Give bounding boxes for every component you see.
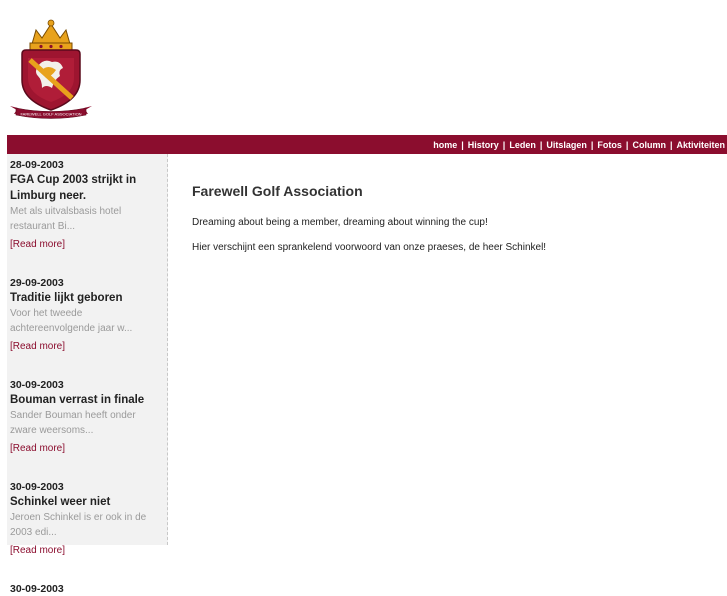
news-title[interactable]: Bouman verrast in finale <box>10 394 145 406</box>
intro-paragraph: Dreaming about being a member, dreaming about winning the cup! <box>192 217 488 228</box>
main-content <box>192 183 712 266</box>
news-sidebar <box>7 154 168 595</box>
nav-separator: | <box>625 139 629 150</box>
news-excerpt: Jeroen Schinkel is er ook in de 2003 edi... <box>10 512 147 538</box>
read-more-link[interactable]: [Read more] <box>10 443 66 454</box>
crown-icon <box>30 20 72 50</box>
nav-link-uitslagen[interactable]: Uitslagen <box>546 139 587 150</box>
news-item <box>10 378 164 456</box>
svg-text:FAREWELL GOLF ASSOCIATION: FAREWELL GOLF ASSOCIATION <box>20 111 82 117</box>
nav-separator: | <box>539 139 543 150</box>
nav-separator: | <box>461 139 464 150</box>
main-nav <box>7 135 727 154</box>
news-excerpt: Sander Bouman heeft onder zware weersoms... <box>10 410 136 436</box>
read-more-link[interactable]: [Read more] <box>10 239 66 250</box>
news-item <box>10 582 164 596</box>
news-date: 28-09-2003 <box>10 159 64 171</box>
news-date: 30-09-2003 <box>10 481 64 493</box>
nav-separator: | <box>502 139 506 150</box>
nav-link-history[interactable]: History <box>467 139 499 150</box>
news-title[interactable]: Schinkel weer niet <box>10 496 111 508</box>
news-date: 29-09-2003 <box>10 277 64 289</box>
nav-link-home[interactable]: home <box>433 139 458 150</box>
nav-link-leden[interactable]: Leden <box>509 139 536 150</box>
news-date: 30-09-2003 <box>10 583 64 595</box>
news-item <box>10 158 164 252</box>
news-excerpt: Voor het tweede achtereenvolgende jaar w... <box>10 308 133 334</box>
header <box>0 0 727 135</box>
page-title: Farewell Golf Association <box>192 183 363 199</box>
fga-crest-logo[interactable] <box>8 18 94 122</box>
shield-icon <box>22 50 80 110</box>
nav-link-aktiviteiten[interactable]: Aktiviteiten <box>676 139 725 150</box>
read-more-link[interactable]: [Read more] <box>10 545 66 556</box>
nav-link-fotos[interactable]: Fotos <box>597 139 622 150</box>
nav-link-column[interactable]: Column <box>632 139 666 150</box>
read-more-link[interactable]: [Read more] <box>10 341 66 352</box>
news-item <box>10 480 164 558</box>
nav-separator: | <box>590 139 594 150</box>
news-date: 30-09-2003 <box>10 379 64 391</box>
news-item <box>10 276 164 354</box>
news-title[interactable]: FGA Cup 2003 strijkt in Limburg neer. <box>10 174 137 202</box>
welcome-paragraph: Hier verschijnt een sprankelend voorwoord van onze praeses, de heer Schinkel! <box>192 242 547 253</box>
news-title[interactable]: Traditie lijkt geboren <box>10 292 123 304</box>
news-excerpt: Met als uitvalsbasis hotel restaurant Bi... <box>10 206 122 232</box>
nav-separator: | <box>669 139 673 150</box>
